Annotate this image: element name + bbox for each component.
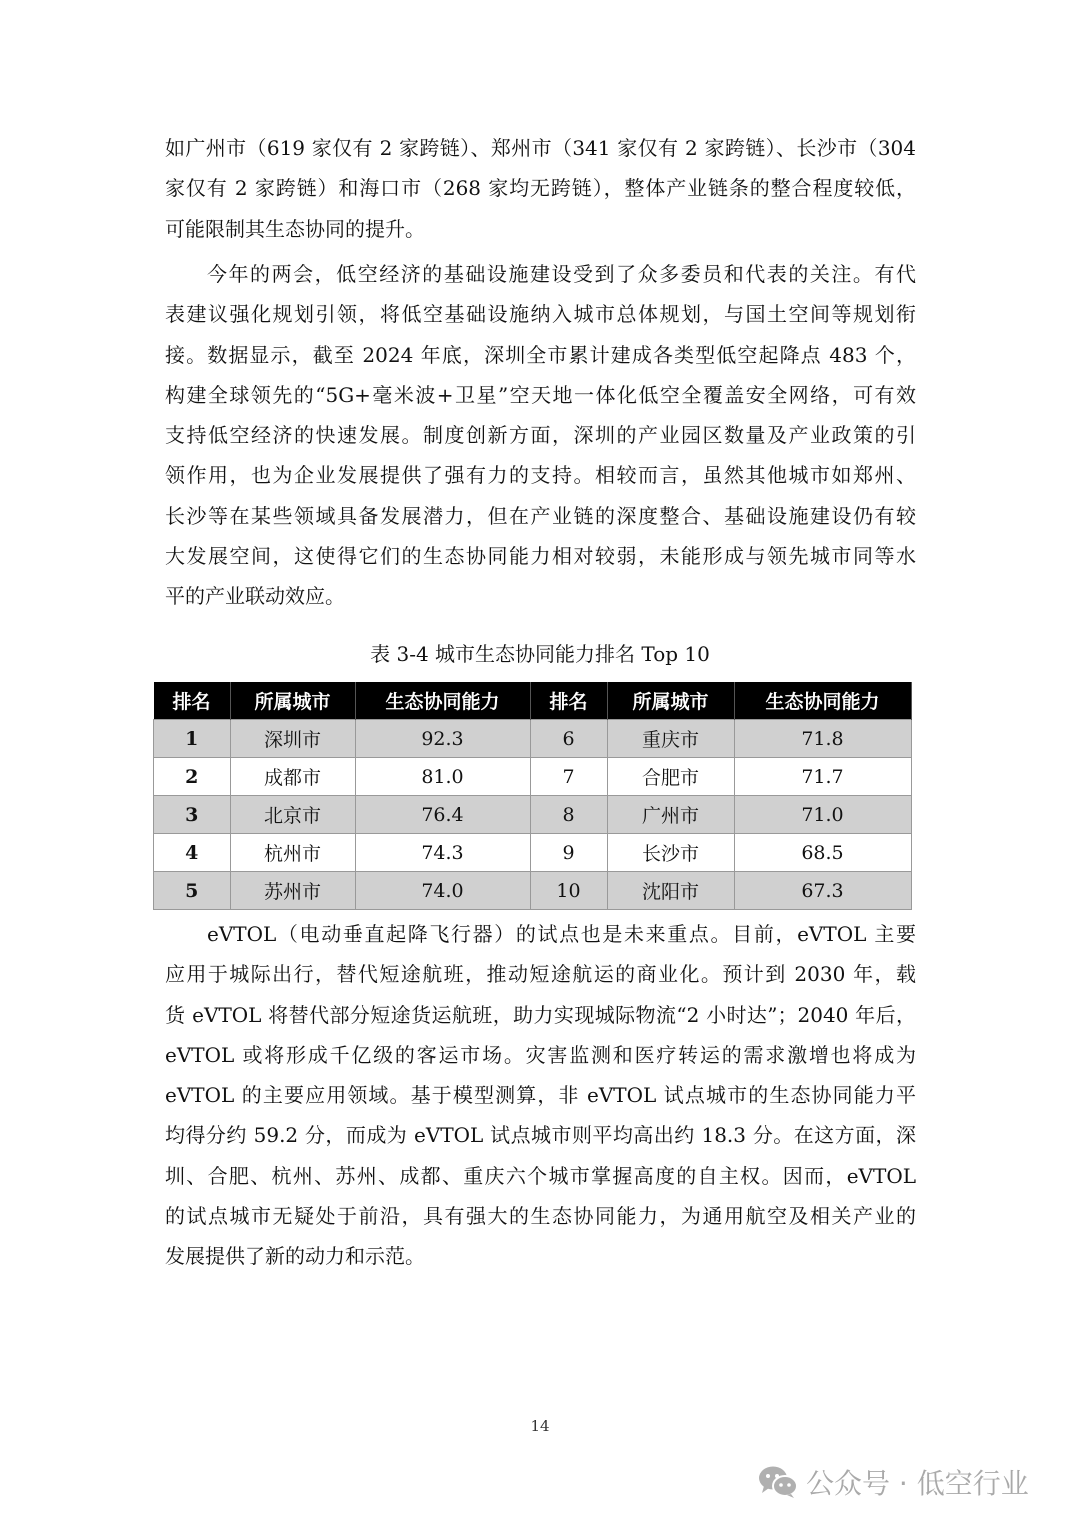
ranking-table	[153, 682, 912, 910]
column-header: 生态协同能力	[734, 682, 911, 720]
text-line: 均得分约 59.2 分，而成为 eVTOL 试点城市则平均高出约 18.3 分。在这方面，深	[165, 1123, 916, 1148]
table-header-row	[154, 682, 912, 720]
paragraph-2	[165, 254, 916, 617]
table-cell: 81.0	[355, 758, 530, 796]
text-line: 可能限制其生态协同的提升。	[165, 216, 425, 241]
column-header: 所属城市	[607, 682, 734, 720]
table-cell: 3	[154, 796, 231, 834]
table-cell: 深圳市	[230, 720, 355, 758]
text-line: 领作用，也为企业发展提供了强有力的支持。相较而言，虽然其他城市如郑州、	[165, 463, 916, 488]
table-cell: 4	[154, 834, 231, 872]
table-cell: 71.7	[734, 758, 911, 796]
column-header: 所属城市	[230, 682, 355, 720]
text-line: eVTOL（电动垂直起降飞行器）的试点也是未来重点。目前，eVTOL 主要	[207, 922, 916, 946]
table-cell: 重庆市	[607, 720, 734, 758]
column-header: 排名	[530, 682, 607, 720]
paragraph-3	[165, 914, 916, 1277]
table-row	[154, 720, 912, 758]
table-cell: 1	[154, 720, 231, 758]
table-cell: 74.0	[355, 872, 530, 910]
watermark-text: 公众号 · 低空行业	[806, 1467, 1029, 1500]
text-line: 圳、合肥、杭州、苏州、成都、重庆六个城市掌握高度的自主权。因而，eVTOL	[165, 1163, 916, 1188]
table-caption: 表 3-4 城市生态协同能力排名 Top 10	[370, 642, 710, 666]
text-line: 家仅有 2 家跨链）和海口市（268 家均无跨链），整体产业链条的整合程度较低，	[165, 176, 916, 201]
table-cell: 长沙市	[607, 834, 734, 872]
table-cell: 74.3	[355, 834, 530, 872]
text-line: 表建议强化规划引领，将低空基础设施纳入城市总体规划，与国土空间等规划衔	[165, 302, 916, 327]
table-cell: 8	[530, 796, 607, 834]
table-row	[154, 796, 912, 834]
column-header: 生态协同能力	[355, 682, 530, 720]
table-cell: 合肥市	[607, 758, 734, 796]
table-cell: 71.0	[734, 796, 911, 834]
text-line: 应用于城际出行，替代短途航班，推动短途航运的商业化。预计到 2030 年，载	[165, 962, 916, 987]
table-cell: 广州市	[607, 796, 734, 834]
wechat-icon	[758, 1465, 798, 1499]
table-cell: 2	[154, 758, 231, 796]
column-header: 排名	[154, 682, 231, 720]
table-cell: 杭州市	[230, 834, 355, 872]
text-line: 构建全球领先的“5G+毫米波+卫星”空天地一体化低空全覆盖安全网络，可有效	[165, 382, 916, 407]
text-line: 今年的两会，低空经济的基础设施建设受到了众多委员和代表的关注。有代	[207, 262, 916, 286]
table-cell: 76.4	[355, 796, 530, 834]
table-cell: 5	[154, 872, 231, 910]
table-cell: 沈阳市	[607, 872, 734, 910]
text-line: 平的产业联动效应。	[165, 584, 345, 609]
page-number: 14	[530, 1417, 550, 1435]
table-cell: 6	[530, 720, 607, 758]
watermark	[758, 1462, 1029, 1502]
table-cell: 北京市	[230, 796, 355, 834]
table-cell: 71.8	[734, 720, 911, 758]
text-line: 如广州市（619 家仅有 2 家跨链）、郑州市（341 家仅有 2 家跨链）、长沙市（304	[165, 136, 916, 160]
text-line: 支持低空经济的快速发展。制度创新方面，深圳的产业园区数量及产业政策的引	[165, 423, 916, 448]
paragraph-1	[165, 128, 916, 249]
table-cell: 67.3	[734, 872, 911, 910]
table-cell: 9	[530, 834, 607, 872]
table-cell: 成都市	[230, 758, 355, 796]
text-line: 的试点城市无疑处于前沿，具有强大的生态协同能力，为通用航空及相关产业的	[165, 1204, 916, 1229]
text-line: 接。数据显示，截至 2024 年底，深圳全市累计建成各类型低空起降点 483 个，	[165, 342, 916, 367]
text-line: eVTOL 的主要应用领域。基于模型测算，非 eVTOL 试点城市的生态协同能力平	[165, 1083, 916, 1108]
table-cell: 苏州市	[230, 872, 355, 910]
text-line: 发展提供了新的动力和示范。	[165, 1244, 425, 1269]
table-row	[154, 834, 912, 872]
text-line: 货 eVTOL 将替代部分短途货运航班，助力实现城际物流“2 小时达”；2040 年后，	[165, 1002, 916, 1027]
text-line: eVTOL 或将形成千亿级的客运市场。灾害监测和医疗转运的需求激增也将成为	[165, 1042, 916, 1067]
text-line: 大发展空间，这使得它们的生态协同能力相对较弱，未能形成与领先城市同等水	[165, 544, 916, 569]
table-cell: 68.5	[734, 834, 911, 872]
table-row	[154, 872, 912, 910]
table-row	[154, 758, 912, 796]
table-cell: 92.3	[355, 720, 530, 758]
table-cell: 7	[530, 758, 607, 796]
table-cell: 10	[530, 872, 607, 910]
text-line: 长沙等在某些领域具备发展潜力，但在产业链的深度整合、基础设施建设仍有较	[165, 503, 916, 528]
